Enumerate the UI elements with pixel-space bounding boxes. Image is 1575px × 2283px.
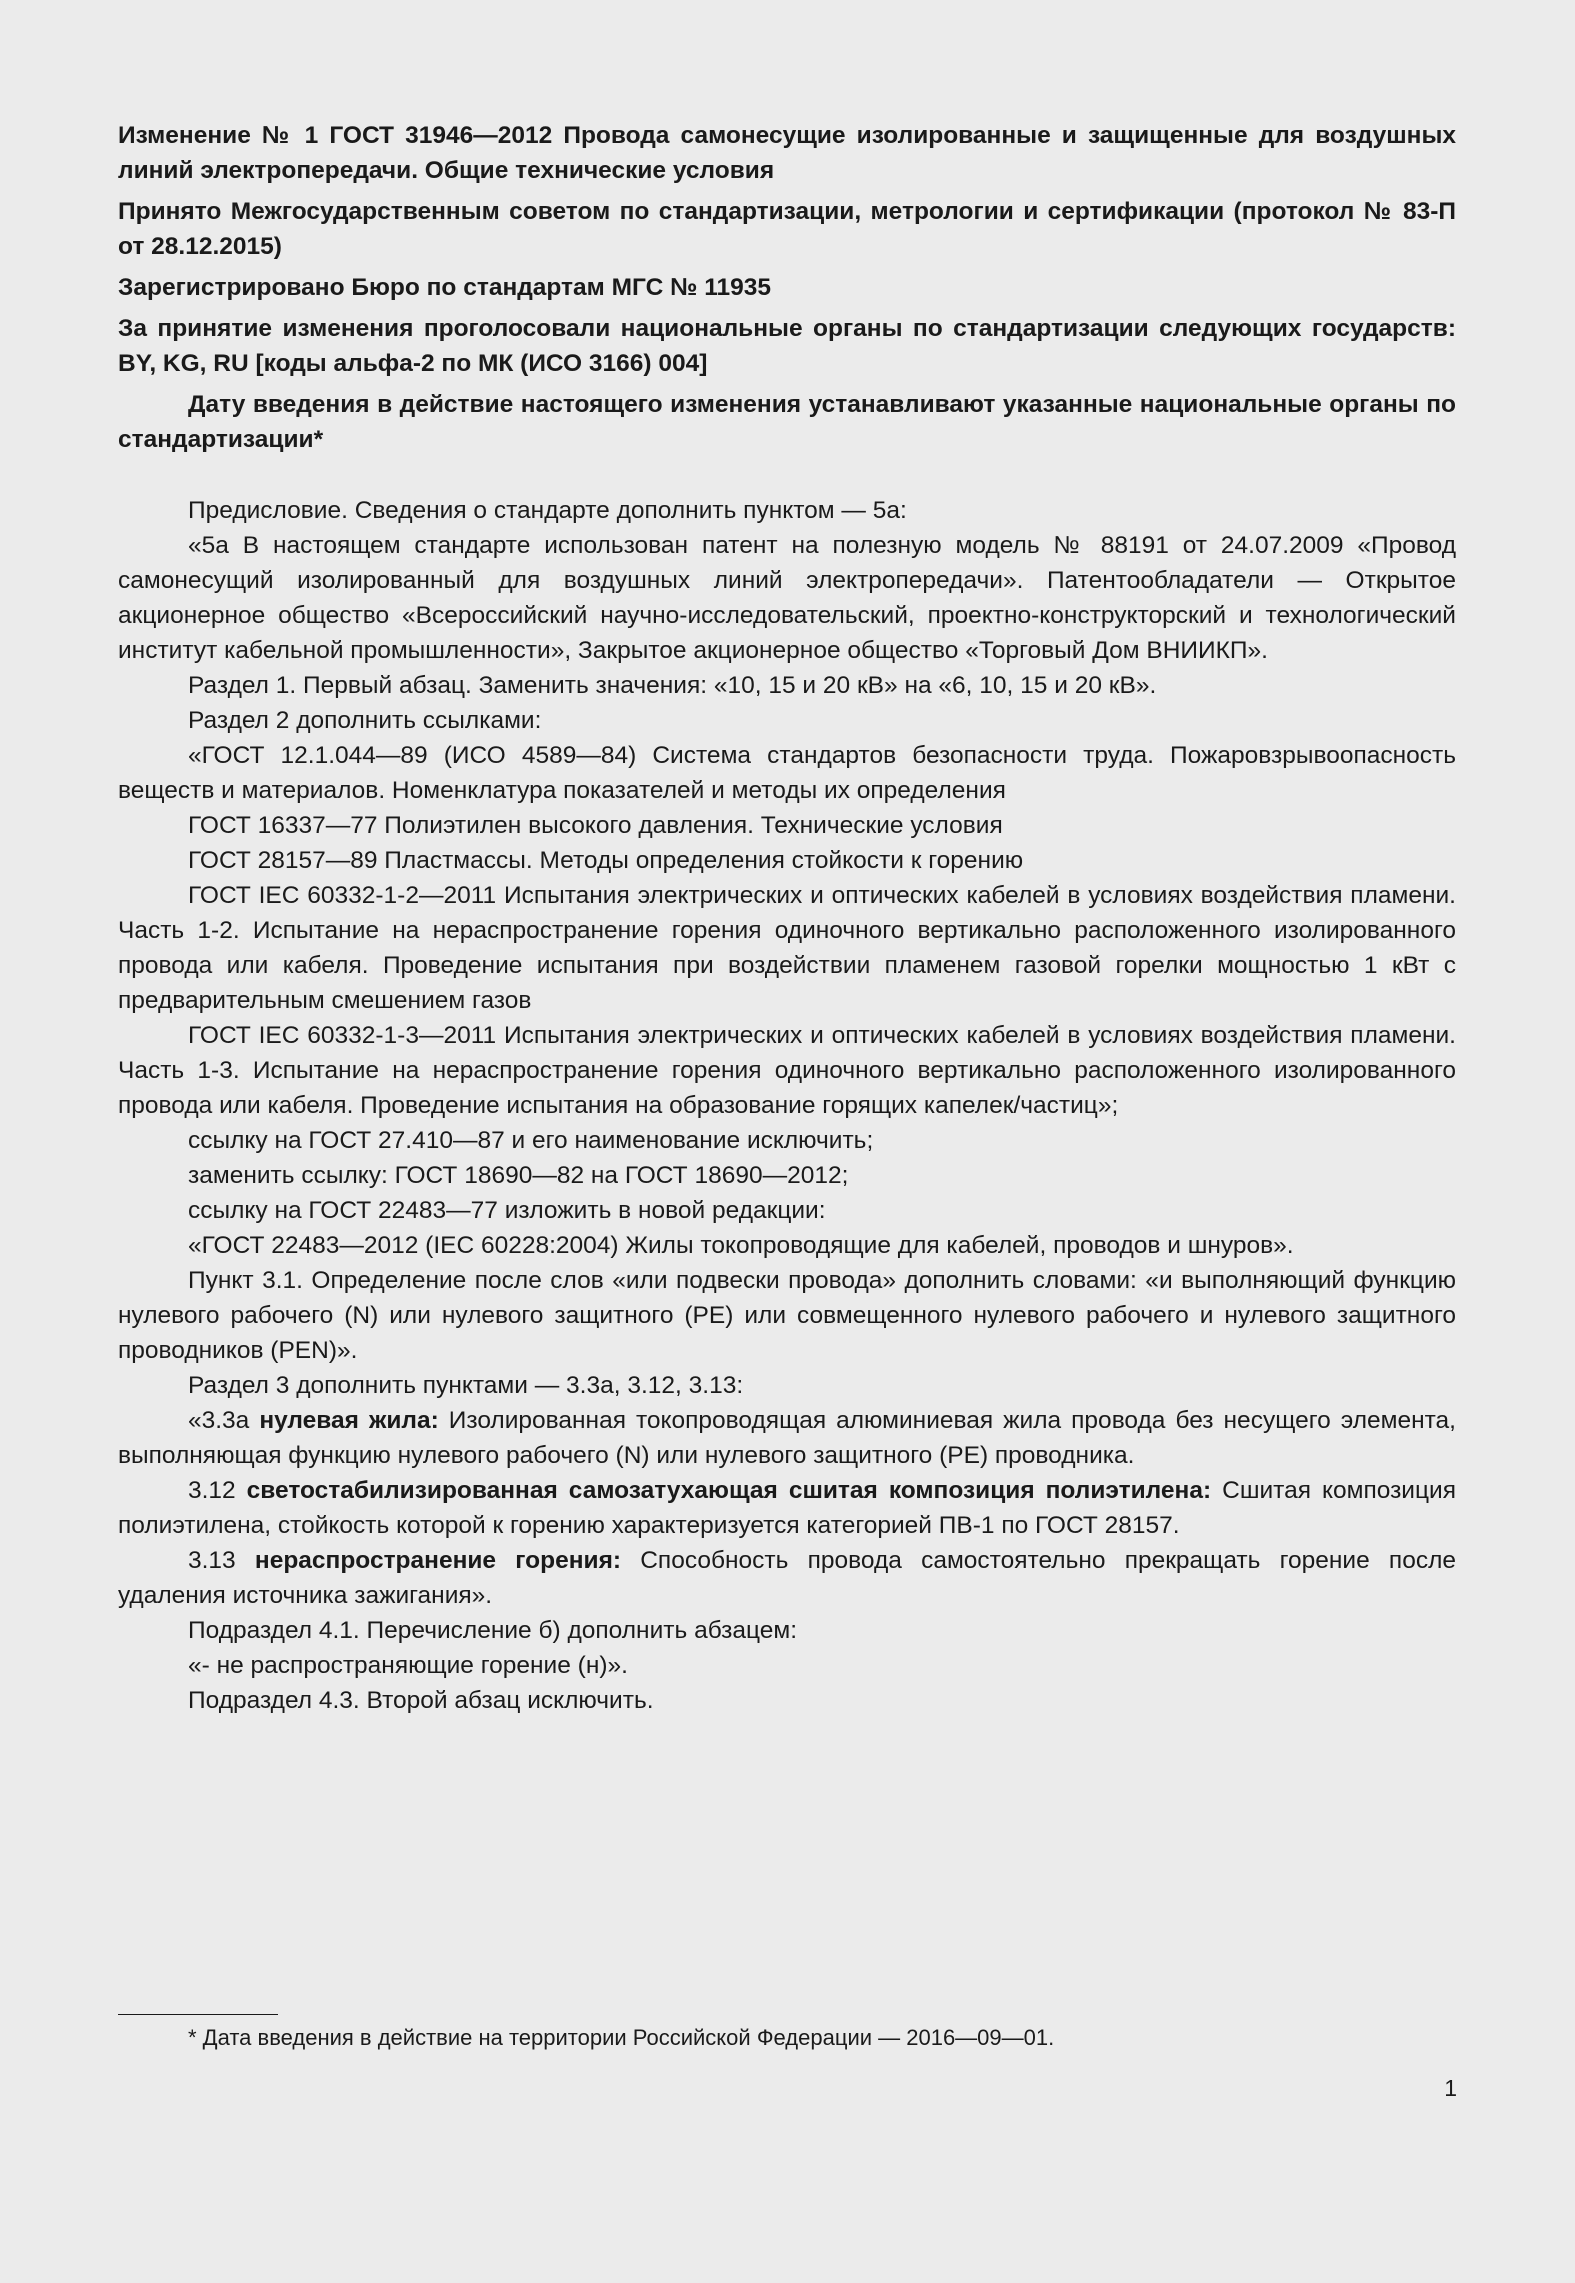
paragraph: Раздел 2 дополнить ссылками:	[188, 707, 542, 734]
effective-date-note: Дату введения в действие настоящего изменения устанавливают указанные национальные органы по стандартизации*	[118, 391, 1456, 453]
adopted-note: Принято Межгосударственным советом по стандартизации, метрологии и сертификации (протокол № 83-П от 28.12.2015)	[118, 198, 1456, 260]
voted-note: За принятие изменения проголосовали национальные органы по стандартизации следующих государств: BY, KG, RU [коды альфа-2 по МК (ИСО 3166) 004]	[118, 315, 1456, 377]
paragraph: ГОСТ 16337—77 Полиэтилен высокого давления. Технические условия	[188, 812, 1003, 839]
definition-number: 3.13	[188, 1547, 255, 1574]
paragraph: Раздел 1. Первый абзац. Заменить значения: «10, 15 и 20 кВ» на «6, 10, 15 и 20 кВ».	[188, 672, 1157, 699]
definition-term: нераспространение горения:	[254, 1547, 622, 1574]
paragraph: «ГОСТ 22483—2012 (IEC 60228:2004) Жилы токопроводящие для кабелей, проводов и шнуров».	[188, 1232, 1294, 1259]
definition-paragraph	[118, 1403, 1456, 1473]
amendment-title: Изменение № 1 ГОСТ 31946—2012 Провода самонесущие изолированные и защищенные для воздушных линий электропередачи. Общие технические условия	[118, 122, 1456, 184]
paragraph: ссылку на ГОСТ 22483—77 изложить в новой редакции:	[188, 1197, 826, 1224]
definition-number: «3.3а	[188, 1407, 260, 1434]
definition-text: Сшитая композиция полиэтилена, стойкость которой к горению характеризуется категорией ПВ-1 по ГОСТ 28157.	[118, 1477, 1456, 1539]
paragraph: «- не распространяющие горение (н)».	[188, 1652, 628, 1679]
paragraph: «5а В настоящем стандарте использован патент на полезную модель № 88191 от 24.07.2009 «Провод самонесущий изолированный для воздушных линий электропередачи». Патентообладатели — Открытое акционерное общество «Всероссийский научно-исследовательский, проектно-конструкторский и технологический институт кабельной промышленности», Закрытое акционерное общество «Торговый Дом ВНИИКП».	[118, 532, 1456, 664]
page-content	[118, 118, 1456, 1718]
amendment-body	[118, 493, 1456, 1718]
definition-term: нулевая жила:	[259, 1407, 439, 1434]
paragraph: «ГОСТ 12.1.044—89 (ИСО 4589—84) Система стандартов безопасности труда. Пожаровзрывоопасность веществ и материалов. Номенклатура показателей и методы их определения	[118, 742, 1456, 804]
paragraph: Пункт 3.1. Определение после слов «или подвески провода» дополнить словами: «и выполняющий функцию нулевого рабочего (N) или нулевого защитного (PE) или совмещенного нулевого рабочего и нулевого защитного проводников (PEN)».	[118, 1267, 1456, 1364]
paragraph: заменить ссылку: ГОСТ 18690—82 на ГОСТ 18690—2012;	[188, 1162, 849, 1189]
definition-paragraph	[118, 1473, 1456, 1543]
paragraph: Раздел 3 дополнить пунктами — 3.3а, 3.12, 3.13:	[188, 1372, 744, 1399]
page-number: 1	[1444, 2075, 1457, 2101]
paragraph: Предисловие. Сведения о стандарте дополнить пунктом — 5а:	[188, 497, 907, 524]
definition-term: светостабилизированная самозатухающая сшитая композиция полиэтилена:	[246, 1477, 1212, 1504]
definition-paragraph	[118, 1543, 1456, 1613]
paragraph: ГОСТ IEC 60332-1-3—2011 Испытания электрических и оптических кабелей в условиях воздействия пламени. Часть 1-3. Испытание на нераспространение горения одиночного вертикально расположенного изолированного провода или кабеля. Проведение испытания на образование горящих капелек/частиц»;	[118, 1022, 1456, 1119]
definition-text: Изолированная токопроводящая алюминиевая жила провода без несущего элемента, выполняющая функцию нулевого рабочего (N) или нулевого защитного (PE) проводника.	[118, 1407, 1456, 1469]
paragraph: ГОСТ 28157—89 Пластмассы. Методы определения стойкости к горению	[188, 847, 1024, 874]
paragraph: Подраздел 4.3. Второй абзац исключить.	[188, 1687, 654, 1714]
footnote-divider	[118, 2014, 278, 2015]
definition-text: Способность провода самостоятельно прекращать горение после удаления источника зажигания».	[118, 1547, 1456, 1609]
footnote: * Дата введения в действие на территории Российской Федерации — 2016—09—01.	[188, 2025, 1055, 2050]
paragraph: Подраздел 4.1. Перечисление б) дополнить абзацем:	[188, 1617, 798, 1644]
paragraph: ГОСТ IEC 60332-1-2—2011 Испытания электрических и оптических кабелей в условиях воздействия пламени. Часть 1-2. Испытание на нераспространение горения одиночного вертикально расположенного изолированного провода или кабеля. Проведение испытания при воздействии пламенем газовой горелки мощностью 1 кВт с предварительным смешением газов	[118, 882, 1456, 1014]
registered-note: Зарегистрировано Бюро по стандартам МГС № 11935	[118, 274, 771, 301]
paragraph: ссылку на ГОСТ 27.410—87 и его наименование исключить;	[188, 1127, 874, 1154]
definition-number: 3.12	[188, 1477, 247, 1504]
